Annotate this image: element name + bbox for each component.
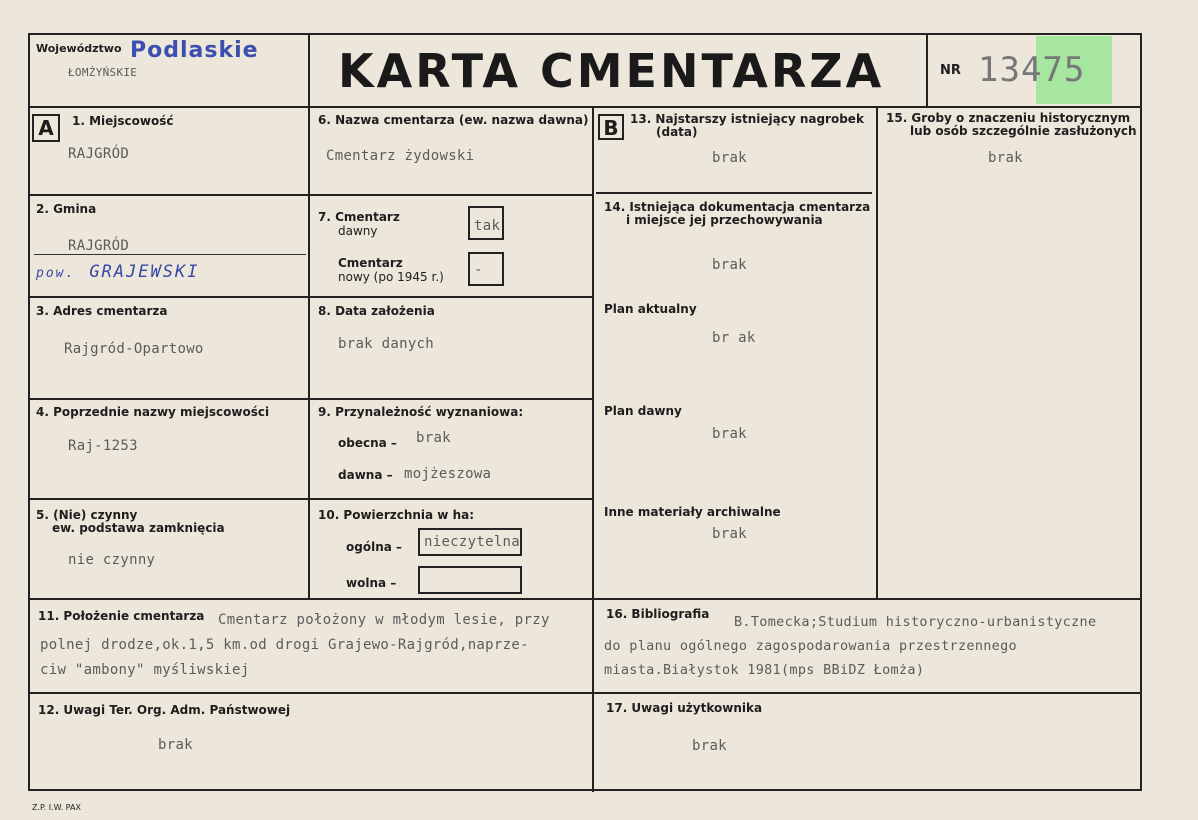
najstarszy-value: brak [712, 150, 747, 166]
divider [28, 296, 592, 298]
plan-aktualny-label: Plan aktualny [604, 302, 697, 316]
nazwa-value: Cmentarz żydowski [326, 148, 475, 164]
divider [28, 692, 1142, 694]
ogolna-value: nieczytelna [424, 534, 521, 550]
wolna-label: wolna – [346, 576, 397, 590]
divider [592, 106, 594, 792]
gmina-label: 2. Gmina [36, 202, 97, 216]
divider [28, 498, 592, 500]
poprzednie-nazwy-label: 4. Poprzednie nazwy miejscowości [36, 405, 270, 419]
printer-footer: Z.P. I.W. PAX [32, 803, 81, 812]
najstarszy-label-2: (data) [656, 125, 698, 139]
polozenie-line-2: polnej drodze,ok.1,5 km.od drogi Grajewo-Rajgród,naprze- [40, 637, 529, 653]
data-zalozenia-label: 8. Data założenia [318, 304, 435, 318]
inne-materialy-label: Inne materiały archiwalne [604, 505, 781, 519]
dokumentacja-label-2: i miejsce jej przechowywania [626, 213, 823, 227]
cmentarz-dawny-label: 7. Cmentarz [318, 210, 400, 224]
divider [34, 254, 306, 255]
polozenie-line-3: ciw "ambony" myśliwskiej [40, 662, 250, 678]
divider [28, 398, 592, 400]
dawna-label: dawna – [338, 468, 393, 482]
wolna-box [418, 566, 522, 594]
wojewodztwo-old: ŁOMŻYŃSKIE [68, 66, 138, 79]
divider [28, 194, 592, 196]
czynny-label-2: ew. podstawa zamknięcia [52, 521, 225, 535]
dawna-value: mojżeszowa [404, 466, 492, 482]
cmentarz-nowy-value: - [474, 262, 483, 278]
obecna-value: brak [416, 430, 451, 446]
gmina-handwritten-prefix: pow. [36, 266, 76, 281]
section-a-letter: A [32, 114, 60, 142]
poprzednie-nazwy-value: Raj-1253 [68, 438, 138, 454]
wojewodztwo-label: Województwo [36, 42, 122, 55]
divider [28, 598, 1142, 600]
cmentarz-dawny-label-2: dawny [338, 224, 378, 238]
bibliografia-label: 16. Bibliografia [606, 607, 710, 621]
groby-label: 15. Groby o znaczeniu historycznym [886, 111, 1131, 125]
czynny-label: 5. (Nie) czynny [36, 508, 138, 522]
gmina-value: RAJGRÓD [68, 238, 130, 254]
inne-materialy-value: brak [712, 526, 747, 542]
divider [596, 192, 872, 194]
nr-label: NR [940, 63, 961, 78]
divider [308, 33, 310, 599]
cmentarz-nowy-label: Cmentarz [338, 256, 403, 270]
uwagi-ter-label: 12. Uwagi Ter. Org. Adm. Państwowej [38, 703, 291, 717]
polozenie-label: 11. Położenie cmentarza [38, 609, 205, 623]
powierzchnia-label: 10. Powierzchnia w ha: [318, 508, 475, 522]
divider [926, 33, 928, 107]
uwagi-ter-value: brak [158, 737, 193, 753]
miejscowosc-value: RAJGRÓD [68, 146, 130, 162]
uwagi-uzytkownika-label: 17. Uwagi użytkownika [606, 701, 763, 715]
najstarszy-label: 13. Najstarszy istniejący nagrobek [630, 112, 864, 126]
uwagi-uzytkownika-value: brak [692, 738, 727, 754]
wojewodztwo-stamp: Podlaskie [130, 38, 259, 63]
bibliografia-line-2: do planu ogólnego zagospodarowania przestrzennego [604, 638, 1017, 654]
przynaleznosc-label: 9. Przynależność wyznaniowa: [318, 405, 524, 419]
nazwa-label: 6. Nazwa cmentarza (ew. nazwa dawna) [318, 113, 589, 127]
ogolna-label: ogólna – [346, 540, 403, 554]
cmentarz-nowy-label-2: nowy (po 1945 r.) [338, 270, 444, 284]
miejscowosc-label: 1. Miejscowość [72, 114, 174, 128]
plan-dawny-label: Plan dawny [604, 404, 682, 418]
obecna-label: obecna – [338, 436, 397, 450]
bibliografia-line-1: B.Tomecka;Studium historyczno-urbanistyczne [734, 614, 1097, 630]
czynny-value: nie czynny [68, 552, 156, 568]
adres-label: 3. Adres cmentarza [36, 304, 168, 318]
section-b-letter: B [598, 114, 624, 140]
adres-value: Rajgród-Opartowo [64, 341, 204, 357]
card-number: 13475 [978, 50, 1086, 90]
divider [876, 106, 878, 599]
groby-value: brak [988, 150, 1023, 166]
gmina-handwritten-value: GRAJEWSKI [89, 262, 200, 282]
divider [28, 106, 1142, 108]
dokumentacja-label: 14. Istniejąca dokumentacja cmentarza [604, 200, 871, 214]
plan-aktualny-value: br ak [712, 330, 756, 346]
dokumentacja-value: brak [712, 257, 747, 273]
polozenie-line-1: Cmentarz położony w młodym lesie, przy [218, 612, 550, 628]
cmentarz-dawny-value: tak [474, 218, 501, 234]
card-title: KARTA CMENTARZA [338, 44, 885, 98]
groby-label-2: lub osób szczególnie zasłużonych [910, 124, 1137, 138]
bibliografia-line-3: miasta.Białystok 1981(mps BBiDZ Łomża) [604, 662, 925, 678]
data-zalozenia-value: brak danych [338, 336, 435, 352]
plan-dawny-value: brak [712, 426, 747, 442]
gmina-handwritten [36, 262, 199, 282]
